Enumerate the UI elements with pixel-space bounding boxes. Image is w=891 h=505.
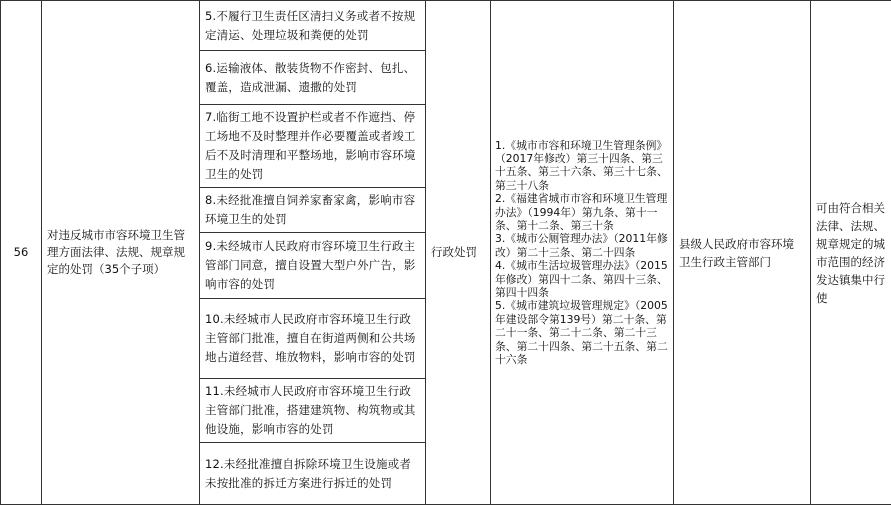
legal-basis-item: 1.《城市市容和环境卫生管理条例》（2017年修改）第三十四条、第三十五条、第三十六条、第三十七条、第三十八条 [495, 138, 668, 192]
power-type: 行政处罚 [431, 245, 477, 259]
sub-item: 12.未经批准擅自拆除环境卫生设施或者未按批准的拆迁方案进行拆迁的处罚 [205, 456, 412, 490]
sub-item-cell [200, 299, 426, 379]
scope-cell [811, 1, 891, 505]
sub-item: 11.未经城市人民政府市容环境卫生行政主管部门批准，搭建建筑物、构筑物或其他设施，影响市容的处罚 [205, 384, 416, 436]
sub-item: 6.运输液体、散装货物不作密封、包扎、覆盖，造成泄漏、遗撒的处罚 [205, 60, 416, 94]
authority-cell [674, 1, 811, 505]
sub-item: 10.未经城市人民政府市容环境卫生行政主管部门批准，擅自在街道两侧和公共场地占道经营、堆放物料，影响市容的处罚 [205, 312, 416, 364]
sub-item-cell [200, 105, 426, 188]
sub-item: 8.未经批准擅自饲养家畜家禽，影响市容环境卫生的处罚 [205, 193, 416, 226]
sub-item-cell [200, 1, 426, 51]
row-index-cell [1, 1, 42, 505]
sub-item: 9.未经城市人民政府市容环境卫生行政主管部门同意，擅自设置大型户外广告，影响市容的处罚 [205, 239, 416, 291]
sub-item-cell [200, 443, 426, 505]
legal-basis-item: 4.《城市生活垃圾管理办法》（2015年修改）第四十二条、第四十三条、第四十四条 [495, 259, 668, 300]
sub-item: 7.临街工地不设置护栏或者不作遮挡、停工场地不及时整理并作必要覆盖或者竣工后不及时清理和平整场地，影响市容环境卫生的处罚 [205, 110, 416, 181]
table-row [1, 1, 891, 51]
implementing-authority: 县级人民政府市容环境卫生行政主管部门 [679, 236, 794, 269]
legal-basis-item: 5.《城市建筑垃圾管理规定》（2005年建设部令第139号）第二十条、第二十一条、第二十二条、第二十三条、第二十四条、第二十五条、第二十六条 [495, 299, 668, 367]
item-name-cell [42, 1, 200, 505]
delegation-scope: 可由符合相关法律、法规、规章规定的城市范围的经济发达镇集中行使 [816, 200, 885, 305]
legal-basis [491, 135, 673, 371]
sub-item-cell [200, 233, 426, 299]
legal-basis-item: 3.《城市公厕管理办法》（2011年修改）第二十三条、第二十四条 [495, 232, 668, 259]
legal-basis-cell [491, 1, 674, 505]
sub-item-cell [200, 51, 426, 105]
item-name: 对违反城市市容环境卫生管理方面法律、法规、规章规定的处罚（35个子项） [47, 228, 185, 276]
legal-basis-item: 2.《福建省城市市容和环境卫生管理办法》（1994年）第九条、第十一条、第十二条、第三十条 [495, 192, 668, 232]
sub-item-cell [200, 188, 426, 233]
row-index: 56 [13, 245, 29, 259]
sub-item-cell [200, 379, 426, 443]
power-type-cell [426, 1, 491, 505]
sub-item: 5.不履行卫生责任区清扫义务或者不按规定清运、处理垃圾和粪便的处罚 [205, 8, 416, 42]
